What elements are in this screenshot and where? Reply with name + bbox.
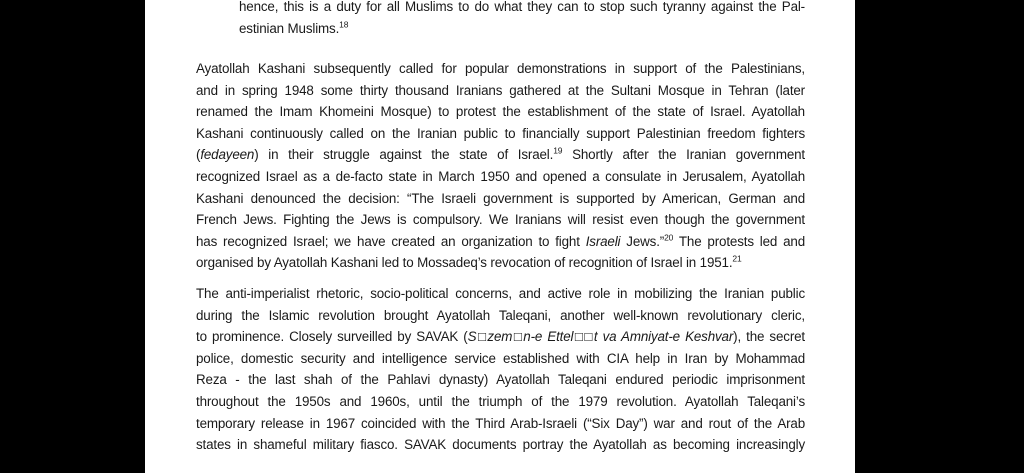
para1-line-8: French Jews. Fighting the Jews is compulsory. We Iranians will resist even though the government xyxy=(196,212,805,228)
footnote-20[interactable]: 20 xyxy=(664,232,674,243)
para2-line-6: throughout the 1950s and 1960s, until the triumph of the 1979 revolution. Ayatollah Taleqani’s xyxy=(196,394,805,409)
quote-line-1 xyxy=(239,0,805,18)
para1-line-9-quote-end: Jews.” xyxy=(620,233,665,249)
para1-line-10-text: organised by Ayatollah Kashani led to Mossadeq’s revocation of recognition of Israel in 1951. xyxy=(196,255,733,271)
quote-line-2 xyxy=(239,18,805,40)
para2-line-3 xyxy=(196,326,805,348)
para1-line-9-tail: The protests led and xyxy=(673,233,805,249)
para1-line-2: and in spring 1948 some thirty thousand Iranians gathered at the Sultani Mosque in Tehran (later xyxy=(196,82,805,98)
para2-line-4: police, domestic security and intelligence service established with CIA help in Iran by Mohammad xyxy=(196,350,805,366)
para1-line-10 xyxy=(196,252,805,274)
para1-line-1: Ayatollah Kashani subsequently called for popular demonstrations in support of the Palestinians, xyxy=(196,61,805,76)
quote-text-1: hence, this is a duty for all Muslims to do what they can to stop such tyranny against the Pal- xyxy=(239,0,805,14)
para1-line-5-tail: Shortly after the Iranian government xyxy=(562,147,805,163)
para2-line-7: temporary release in 1967 coincided with the Third Arab-Israeli (“Six Day”) war and rout of the Arab xyxy=(196,415,805,431)
para2-line-2: during the Islamic revolution brought Ayatollah Taleqani, another well-known revolutionary cleric, xyxy=(196,307,805,323)
para1-line-9 xyxy=(196,231,805,253)
para1-line-6: recognized Israel as a de-facto state in March 1950 and opened a consulate in Jerusalem, Ayatollah xyxy=(196,169,805,184)
para1-line-3: renamed the Imam Khomeini Mosque) to protest the establishment of the state of Israel. Ayatollah xyxy=(196,104,805,120)
quote-text-2: estinian Muslims. xyxy=(239,20,340,36)
para1-line-5-text: ) in their struggle against the state of Israel. xyxy=(254,147,554,163)
term-savak-name: S□zem□n-e Ettel□□t va Amniyat-e Keshvar xyxy=(467,329,734,345)
para1-line-5 xyxy=(196,144,805,166)
para2-line-5: Reza - the last shah of the Pahlavi dynasty) Ayatollah Taleqani endured periodic imprisonment xyxy=(196,372,805,388)
para2-line-1: The anti-imperialist rhetoric, socio-political concerns, and active role in mobilizing the Iranian public xyxy=(196,286,805,301)
para2-line-3-text: to prominence. Closely surveilled by SAVAK ( xyxy=(196,329,468,345)
para1-line-7: Kashani denounced the decision: “The Israeli government is supported by American, German and xyxy=(196,190,805,206)
para1-line-9-text: has recognized Israel; we have created an organization to fight xyxy=(196,233,586,249)
footnote-18[interactable]: 18 xyxy=(339,19,349,30)
term-israeli: Israeli xyxy=(585,233,621,249)
paren-open: ( xyxy=(196,147,201,163)
para2-line-3-tail: ), the secret xyxy=(733,329,805,345)
term-fedayeen: fedayeen xyxy=(200,147,255,163)
footnote-19[interactable]: 19 xyxy=(553,145,563,156)
para1-line-4: Kashani continuously called on the Iranian public to financially support Palestinian freedom fighters xyxy=(196,125,805,141)
footnote-21[interactable]: 21 xyxy=(732,253,742,264)
document-page xyxy=(145,0,855,473)
para2-line-8: states in shameful military fiasco. SAVAK documents portray the Ayatollah as becoming increasingly xyxy=(196,437,805,453)
